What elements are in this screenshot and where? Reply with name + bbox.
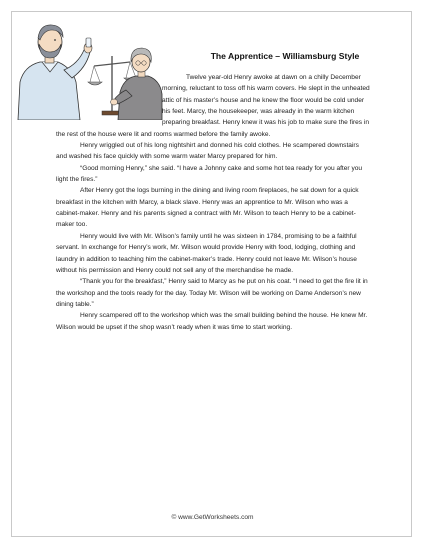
story-paragraph-6: “Thank you for the breakfast,” Henry said to Marcy as he put on his coat. “I need to get the fire lit in the workshop and the tools ready for the day. Today Mr. Wilson will be working on Dame Anderson’s new dining table.”: [56, 278, 368, 308]
story-paragraph-3: “Good morning Henry,” she said. “I have a Johnny cake and some hot tea ready for you after you light the fires.”: [56, 164, 363, 184]
story-paragraph-1: Twelve year-old Henry awoke at dawn on a chilly December morning, reluctant to toss off his warm covers. He slept in the unheated attic of his master’s house and he knew the floor would be cold under his feet. Marcy, the housekeeper, was already in the warm kitchen preparing breakfast. Henry knew it was his job to make sure the fires in the rest of the house were lit and rooms warmed before the family awoke.: [56, 74, 370, 138]
story-paragraph-5: Henry would live with Mr. Wilson’s family until he was sixteen in 1784, promising to be a faithful servant. In exchange for Henry’s work, Mr. Wilson would provide Henry with food, lodging, clothing and laundry in addition to teaching him the cabinet-maker’s trade. Henry could not leave Mr. Wilson’s house without his permission and Henry could not sell any of the merchandise he made.: [56, 232, 357, 274]
story-paragraph-2: Henry wriggled out of his long nightshirt and donned his cold clothes. He scampered downstairs and washed his face quickly with some warm water Marcy prepared for him.: [56, 142, 359, 161]
story-paragraph-7: Henry scampered off to the workshop which was the small building behind the house. He knew Mr. Wilson would be upset if the shop wasn’t ready when it was time to start working.: [56, 312, 368, 331]
story-paragraph-4: After Henry got the logs burning in the dining and living room fireplaces, he sat down for a quick breakfast in the kitchen with Marcy, a black slave. Henry was an apprentice to Mr. Wilson who was a cabinet-maker. Henry and his parents signed a contract with Mr. Wilson to teach Henry to be a cabinet-maker too.: [56, 187, 359, 229]
story-text: [56, 72, 370, 333]
illustration-wrap-spacer: [56, 72, 162, 128]
footer-copyright: © www.GetWorksheets.com: [171, 514, 254, 521]
worksheet-title: The Apprentice – Williamsburg Style: [210, 51, 360, 61]
